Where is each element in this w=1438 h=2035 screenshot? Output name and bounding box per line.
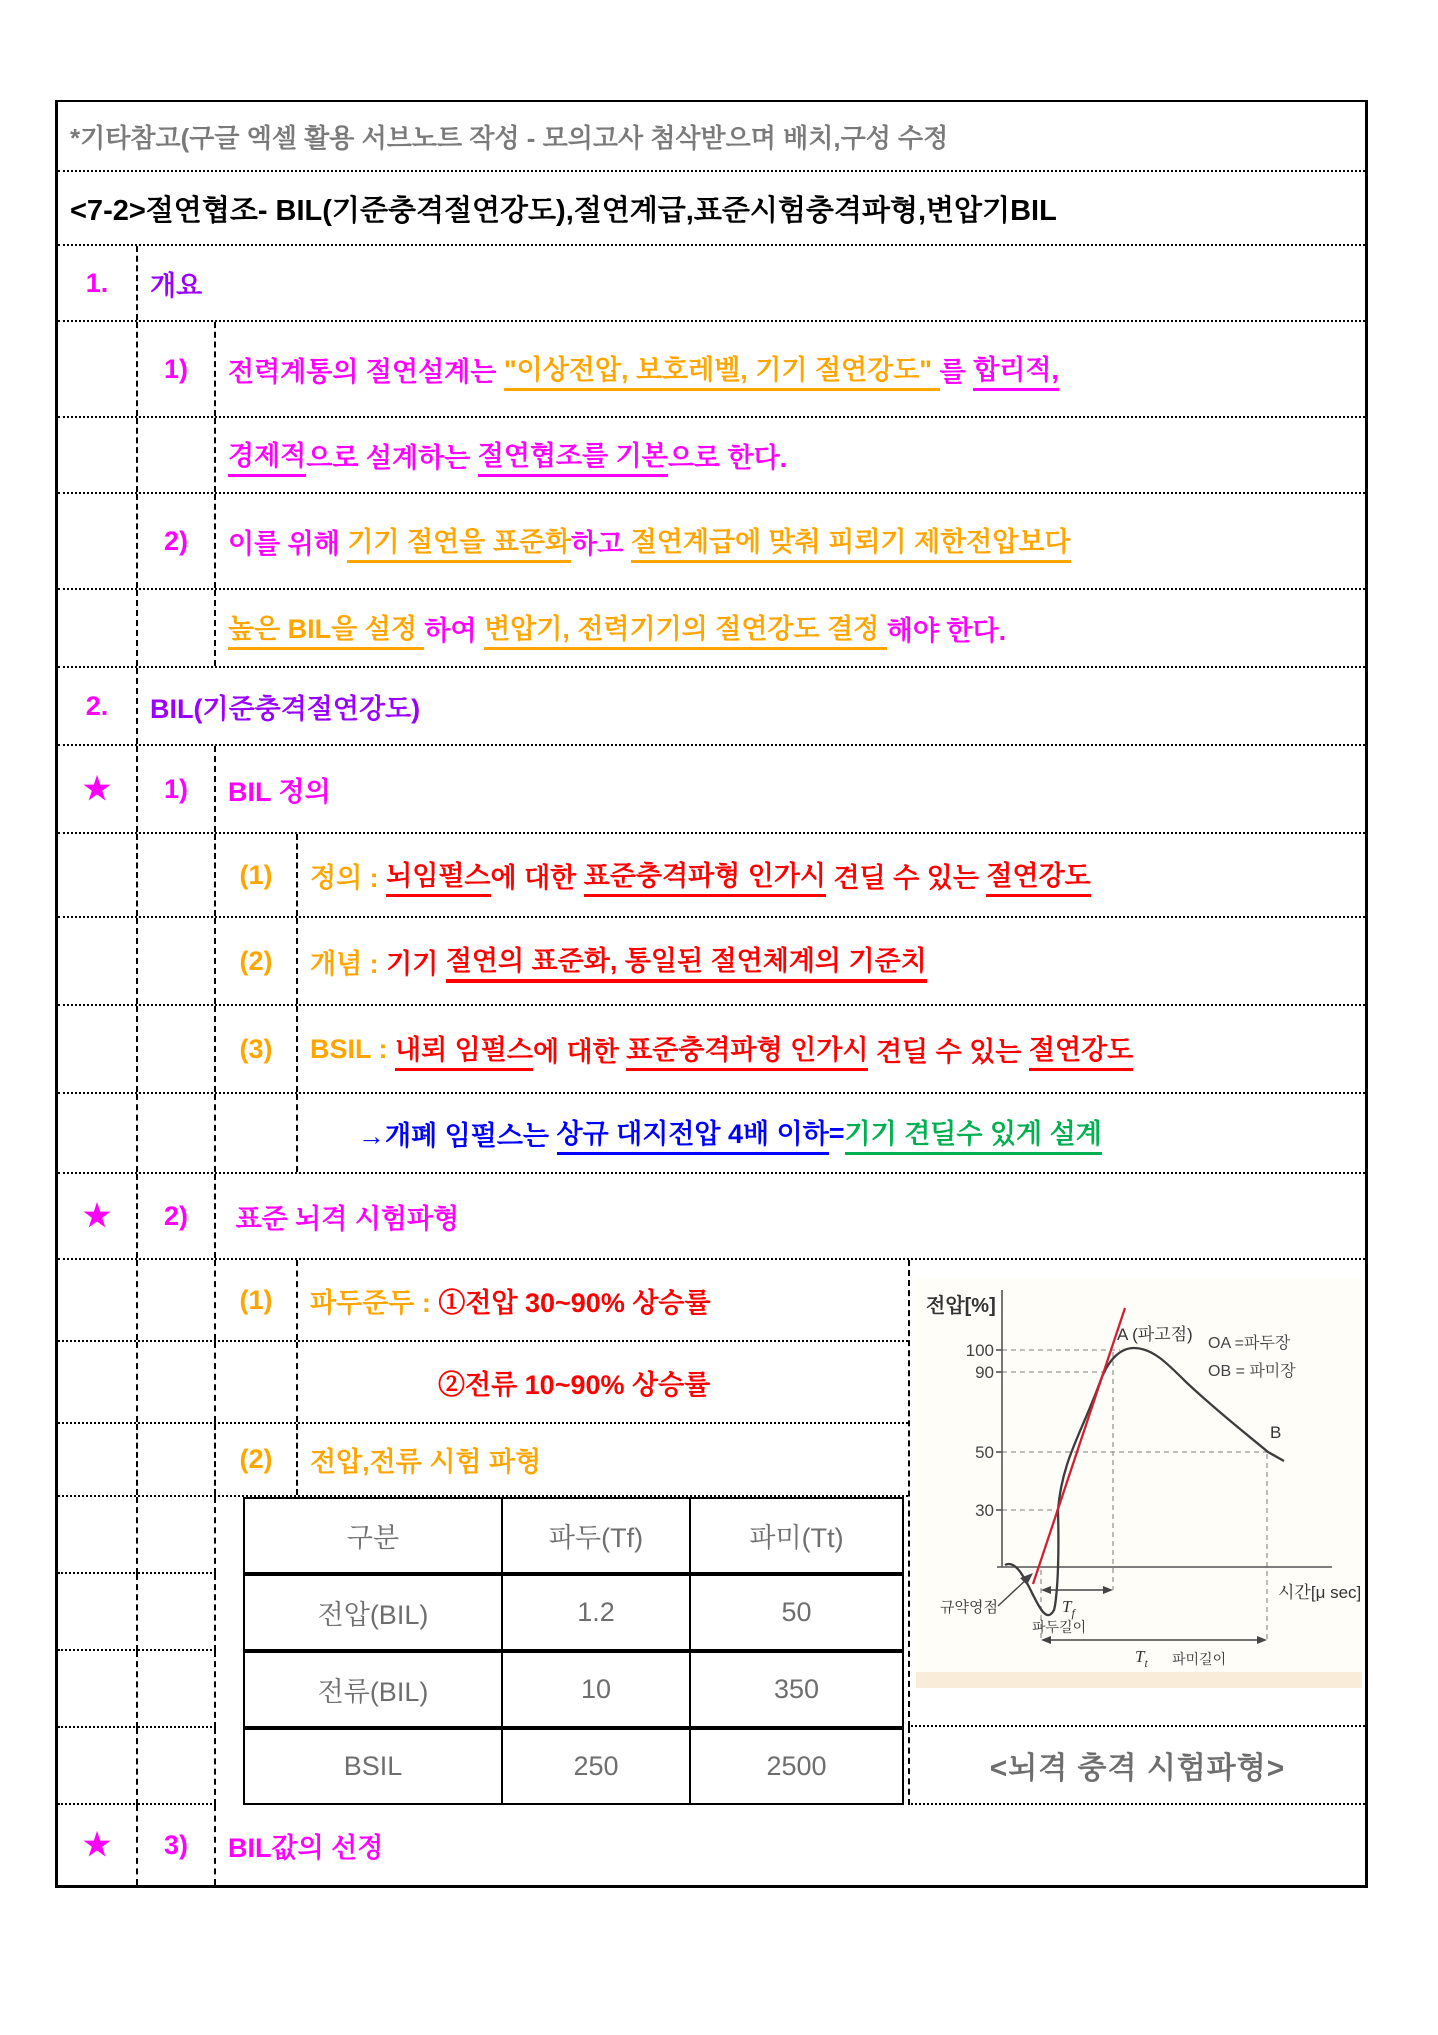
text-segment: 정의 : [310, 862, 387, 893]
row-marker [58, 1805, 138, 1885]
row-marker-label: (2) [239, 1444, 273, 1474]
gutter-cell [138, 590, 216, 666]
doc-row [58, 494, 1365, 590]
table-cell: BSIL [243, 1728, 503, 1805]
text-segment: <7-2>절연협조- BIL(기준충격절연강도),절연계급,표준시험충격파형,변압기BIL [70, 194, 1057, 227]
table-cell: 전압(BIL) [243, 1574, 503, 1651]
chart-y-axis-label: 전압[%] [926, 1295, 996, 1317]
table-cell: 파두(Tf) [501, 1497, 691, 1574]
text-segment: 를 [939, 356, 974, 387]
row-marker [138, 746, 216, 832]
doc-row [58, 746, 1365, 834]
row-text [138, 246, 1365, 320]
text-segment: 기기 [386, 948, 446, 979]
text-segment: 절연계급에 맞춰 피뢰기 제한전압보다 [631, 520, 1071, 563]
table-row [58, 1497, 908, 1574]
table-indent-spacer [216, 1651, 243, 1728]
text-segment: 기기 절연을 표준화 [347, 520, 571, 563]
table-cell: 50 [689, 1574, 904, 1651]
text-segment: 으로 한다. [667, 442, 788, 473]
row-marker [216, 1424, 298, 1495]
gutter-cell [58, 418, 138, 492]
text-segment: 절연강도 [986, 854, 1090, 897]
text-segment: 절연협조를 기본 [478, 434, 668, 477]
row-marker [58, 746, 138, 832]
row-text [216, 1805, 1365, 1885]
row-marker-label: (1) [239, 1284, 273, 1315]
tt-length-label: 파미길이 [1172, 1651, 1227, 1667]
row-text [216, 1174, 1365, 1258]
gutter-cell [58, 918, 138, 1004]
gutter-cell [138, 418, 216, 492]
table-row [58, 1728, 908, 1805]
gutter-cell [138, 1651, 216, 1728]
doc-row [58, 918, 1365, 1006]
gutter-cell [216, 1342, 298, 1422]
tick-50: 50 [975, 1443, 994, 1462]
gutter-cell [216, 1094, 298, 1172]
text-segment: 전력계통의 절연설계는 [228, 356, 504, 387]
text-segment: 파두준두 : [310, 1287, 439, 1318]
row-text [216, 418, 1365, 492]
row-marker-label: 1) [163, 353, 188, 384]
row-text [298, 1006, 1365, 1092]
doc-row [58, 418, 1365, 494]
text-segment: 경제적 [228, 434, 306, 477]
text-segment: BIL값의 선정 [228, 1832, 384, 1863]
text-segment: 표준 뇌격 시험파형 [228, 1203, 460, 1234]
doc-row [58, 1094, 1365, 1174]
row-marker [138, 1174, 216, 1258]
text-segment: 견딜 수 있는 [826, 862, 987, 893]
gutter-cell [58, 1260, 138, 1340]
table-indent-spacer [216, 1728, 243, 1805]
text-segment: 에 대한 [532, 1036, 627, 1067]
text-segment: = [828, 1117, 845, 1148]
tt-symbol: $T_t$ [1135, 1647, 1148, 1670]
gutter-cell [138, 834, 216, 916]
row-text [216, 746, 1365, 832]
table-cell: 350 [689, 1651, 904, 1728]
text-segment: BIL(기준충격절연강도) [150, 693, 421, 724]
doc-row [58, 322, 1365, 418]
tf-length-label: 파두길이 [1032, 1619, 1087, 1635]
chart-x-axis-label: 시간[μ sec] [1278, 1583, 1362, 1602]
row-text [298, 1424, 908, 1495]
text-segment: 뇌임펄스 [386, 854, 490, 897]
text-segment: 높은 BIL을 설정 [228, 607, 424, 650]
text-segment: 절연강도 [1029, 1028, 1133, 1071]
impulse-waveform-chart [910, 1260, 1367, 1727]
text-segment: 으로 설계하는 [306, 442, 478, 473]
text-segment: 변압기, 전력기기의 절연강도 결정 [484, 607, 887, 650]
gutter-cell [138, 1260, 216, 1340]
doc-row [58, 1174, 1365, 1260]
tick-100: 100 [965, 1341, 994, 1360]
gutter-cell [58, 1424, 138, 1495]
figure-caption: <뇌격 충격 시험파형> [908, 1727, 1365, 1805]
gutter-cell [138, 1574, 216, 1651]
legend-ob: OB = 파미장 [1208, 1363, 1296, 1380]
table-indent-spacer [216, 1574, 243, 1651]
text-segment: 표준충격파형 인가시 [626, 1028, 868, 1071]
row-marker-label: 2) [163, 525, 188, 556]
gutter-cell [58, 834, 138, 916]
gutter-cell [138, 918, 216, 1004]
doc-row [58, 246, 1365, 322]
star-icon: ★ [83, 771, 111, 806]
text-segment: BSIL : [310, 1033, 396, 1064]
row-marker-label: (2) [239, 945, 273, 976]
row-text [58, 172, 1365, 244]
row-marker [216, 1260, 298, 1340]
text-segment: 상규 대지전압 4배 이하 [557, 1112, 829, 1155]
row-marker-label: 1) [163, 773, 188, 804]
row-text [298, 834, 1365, 916]
b-label: B [1270, 1423, 1282, 1442]
row-marker-label: 2) [163, 1200, 188, 1231]
row-marker [138, 494, 216, 588]
row-marker [216, 918, 298, 1004]
doc-row [58, 834, 1365, 918]
doc-row [58, 1006, 1365, 1094]
text-segment: BIL 정의 [228, 776, 331, 807]
table-cell: 250 [501, 1728, 691, 1805]
star-icon: ★ [83, 1827, 111, 1862]
doc-row [58, 590, 1365, 668]
row-text [216, 494, 1365, 588]
text-segment: 이를 위해 [228, 528, 348, 559]
doc-row [58, 1260, 908, 1342]
row-text [298, 918, 1365, 1004]
table-cell: 1.2 [501, 1574, 691, 1651]
waveform-figure-cell [908, 1260, 1365, 1727]
table-row [58, 1651, 908, 1728]
text-segment: 개념 : [310, 948, 387, 979]
row-marker-label: (1) [239, 859, 273, 890]
text-segment: 견딜 수 있는 [868, 1036, 1029, 1067]
text-segment: 전압,전류 시험 파형 [310, 1447, 542, 1477]
tick-90: 90 [975, 1363, 994, 1382]
gutter-cell [58, 1651, 138, 1728]
row-marker-label: 1. [85, 267, 109, 298]
text-segment: ①전압 30~90% 상승률 [438, 1287, 711, 1318]
row-marker-label: 3) [163, 1829, 188, 1860]
gutter-cell [138, 1006, 216, 1092]
text-segment: 합리적, [973, 348, 1059, 391]
gutter-cell [138, 1424, 216, 1495]
row-marker [138, 1805, 216, 1885]
gutter-cell [58, 494, 138, 588]
tf-symbol: $T_f$ [1062, 1597, 1075, 1620]
text-segment: 내뢰 임펄스 [395, 1028, 533, 1071]
star-icon: ★ [83, 1198, 111, 1233]
row-marker [138, 322, 216, 416]
text-segment: 에 대한 [490, 862, 584, 893]
text-segment: 절연의 표준화, 통일된 절연체계의 기준치 [446, 939, 927, 983]
gutter-cell [138, 1497, 216, 1574]
row-text [298, 1342, 908, 1422]
doc-row [58, 102, 1365, 172]
row-text [216, 322, 1365, 416]
worksheet-grid [55, 100, 1368, 1888]
gutter-cell [58, 590, 138, 666]
text-segment: 하여 [424, 615, 485, 646]
gutter-cell [58, 1342, 138, 1422]
row-marker [216, 1006, 298, 1092]
gutter-cell [58, 1574, 138, 1651]
row-marker-label: 2. [85, 690, 109, 721]
zero-point-label: 규약영점 [940, 1599, 998, 1616]
gutter-cell [58, 322, 138, 416]
row-text [138, 668, 1365, 744]
table-indent-spacer [216, 1497, 243, 1574]
text-segment: 개요 [150, 270, 203, 301]
row-marker-label: (3) [239, 1033, 273, 1064]
table-cell: 구분 [243, 1497, 503, 1574]
text-segment: 하고 [571, 528, 631, 559]
table-cell: 2500 [689, 1728, 904, 1805]
table-row [58, 1574, 908, 1651]
gutter-cell [58, 1497, 138, 1574]
peak-label: A (파고점) [1117, 1325, 1193, 1344]
text-segment: "이상전압, 보호레벨, 기기 절연강도" [504, 348, 940, 391]
gutter-cell [138, 1728, 216, 1805]
text-segment: 해야 한다. [886, 615, 1007, 646]
table-cell: 파미(Tt) [689, 1497, 904, 1574]
table-cell: 10 [501, 1651, 691, 1728]
doc-row [58, 1342, 908, 1424]
row-text [58, 102, 1365, 170]
text-segment: →개폐 임펄스는 [358, 1120, 557, 1151]
tick-30: 30 [975, 1501, 994, 1520]
gutter-cell [138, 1094, 216, 1172]
gutter-cell [58, 1094, 138, 1172]
doc-row [58, 668, 1365, 746]
row-marker [58, 1174, 138, 1258]
text-segment: *기타참고(구글 엑셀 활용 서브노트 작성 - 모의고사 첨삭받으며 배치,구성 수정 [70, 122, 949, 153]
row-marker [58, 246, 138, 320]
figure-scan-strip [916, 1672, 1362, 1688]
row-marker [216, 834, 298, 916]
gutter-cell [138, 1342, 216, 1422]
text-segment: 표준충격파형 인가시 [584, 854, 826, 897]
table-cell: 전류(BIL) [243, 1651, 503, 1728]
gutter-cell [58, 1006, 138, 1092]
doc-row [58, 1424, 908, 1497]
gutter-cell [58, 1728, 138, 1805]
doc-row [58, 1805, 1365, 1885]
doc-row [58, 172, 1365, 246]
legend-oa: OA =파두장 [1208, 1335, 1291, 1352]
row-text [216, 590, 1365, 666]
text-segment: ②전류 10~90% 상승률 [438, 1369, 711, 1400]
row-text [298, 1094, 1365, 1172]
text-segment: 기기 견딜수 있게 설계 [845, 1112, 1102, 1155]
row-text [298, 1260, 908, 1340]
row-marker [58, 668, 138, 744]
